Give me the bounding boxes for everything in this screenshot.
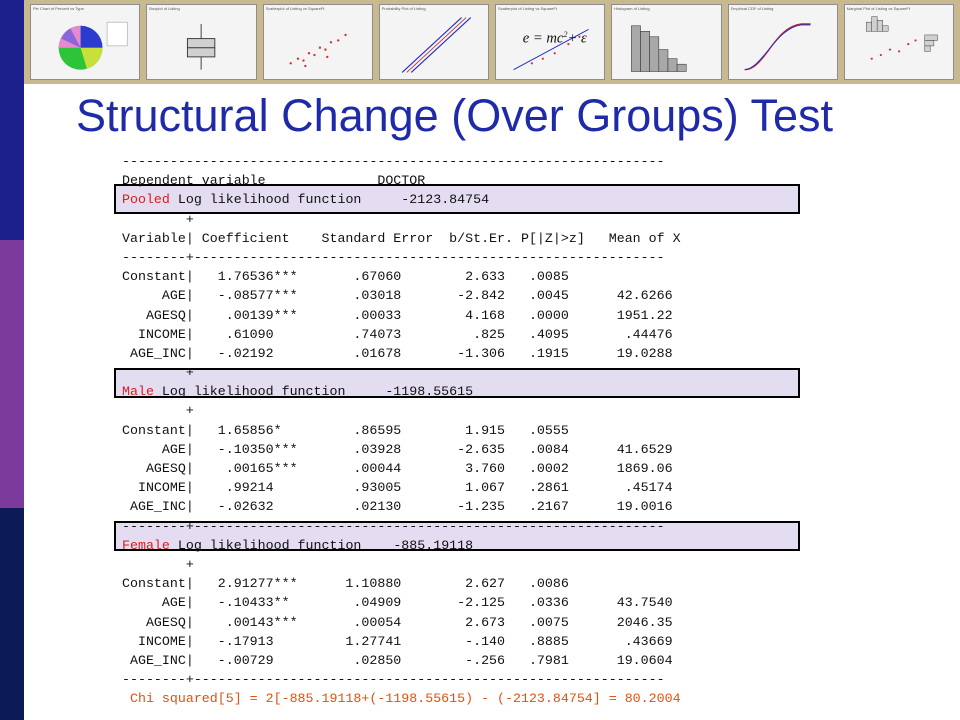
table-row: AGESQ| .00143*** .00054 2.673 .0075 2046.35 <box>122 614 673 630</box>
table-row: AGESQ| .00139*** .00033 4.168 .0000 1951.22 <box>122 307 673 323</box>
thumbnail-probability-plot: Probability Plot of Listing <box>379 4 489 80</box>
female-loglik-line: Female Log likelihood function -885.19118 <box>122 537 474 553</box>
thumbnail-boxplot: Boxplot of Listing <box>146 4 256 80</box>
scatter-plot-icon <box>264 13 372 77</box>
table-row: Constant| 1.76536*** .67060 2.633 .0085 <box>122 269 569 285</box>
table-row: AGESQ| .00165*** .00044 3.760 .0002 1869.06 <box>122 461 673 476</box>
thumbnail-pie-chart: Pie Chart of Percent vs Type <box>30 4 140 80</box>
equation-plot-icon <box>496 13 604 77</box>
thumbnail-scatterplot: Scatterplot of Listing vs SquareFt <box>263 4 373 80</box>
thumbnail-equation-plot: Scatterplot of Listing vs SquareFt $e = mc^2+ \varepsilon$ <box>495 4 605 80</box>
plus-line: + <box>122 365 194 381</box>
histogram-icon <box>612 13 720 77</box>
table-row: INCOME| .61090 .74073 .825 .4095 .44476 <box>122 326 673 342</box>
pie-chart-icon <box>31 13 139 77</box>
pooled-label: Pooled <box>122 192 170 208</box>
table-row: AGE| -.10433** .04909 -2.125 .0336 43.7540 <box>122 595 673 611</box>
separator-line: --------+----------------------------------------------------------- <box>122 672 665 688</box>
cdf-plot-icon <box>729 13 837 77</box>
left-accent-bar-middle <box>0 240 24 508</box>
chi-squared-line: Chi squared[5] = 2[-885.19118+(-1198.55615) - (-2123.84754] = 80.2004 <box>122 691 681 707</box>
plus-line: + <box>122 211 194 227</box>
left-accent-bar-top <box>0 0 24 240</box>
boxplot-icon <box>147 13 255 77</box>
marginal-plot-icon <box>845 13 953 77</box>
table-row: INCOME| .99214 .93005 1.067 .2861 .45174 <box>122 480 673 496</box>
table-row: AGE_INC| -.00729 .02850 -.256 .7981 19.0604 <box>122 652 673 668</box>
plus-line: + <box>122 403 194 419</box>
table-row: INCOME| -.17913 1.27741 -.140 .8885 .43669 <box>122 633 673 649</box>
table-row: AGE_INC| -.02192 .01678 -1.306 .1915 19.0288 <box>122 345 673 361</box>
table-row: AGE| -.10350*** .03928 -2.635 .0084 41.6529 <box>122 441 673 457</box>
left-accent-bar-bottom <box>0 508 24 720</box>
table-row: AGE_INC| -.02632 .02130 -1.235 .2167 19.0016 <box>122 499 673 515</box>
thumbnail-strip <box>24 0 960 84</box>
separator-line: -------------------------------------------------------------------- <box>122 154 665 169</box>
column-header-line: Variable| Coefficient Standard Error b/St.Er. P[|Z|>z] Mean of X <box>122 230 681 246</box>
male-loglik-line: Male Log likelihood function -1198.55615 <box>122 384 474 400</box>
table-row: Constant| 1.65856* .86595 1.915 .0555 <box>122 422 569 438</box>
thumbnail-histogram: Histogram of Listing <box>611 4 721 80</box>
probability-plot-icon <box>380 13 488 77</box>
thumbnail-marginal-plot: Marginal Plot of Listing vs SquareFt <box>844 4 954 80</box>
slide-title: Structural Change (Over Groups) Test <box>76 90 833 141</box>
thumbnail-cdf-plot: Empirical CDF of Listing <box>728 4 838 80</box>
separator-line: --------+----------------------------------------------------------- <box>122 249 665 265</box>
dependent-variable-line: Dependent variable DOCTOR <box>122 173 426 189</box>
regression-output <box>122 152 812 708</box>
svg-text:e = mc2+ ε: $e = mc^2+ \varepsilon$ <box>522 29 587 47</box>
table-row: Constant| 2.91277*** 1.10880 2.627 .0086 <box>122 576 569 592</box>
female-label: Female <box>122 537 170 553</box>
plus-line: + <box>122 556 194 572</box>
male-label: Male <box>122 384 154 400</box>
pooled-loglik-line: Pooled Log likelihood function -2123.84754 <box>122 192 490 208</box>
table-row: AGE| -.08577*** .03018 -2.842 .0045 42.6266 <box>122 288 673 304</box>
separator-line: --------+----------------------------------------------------------- <box>122 518 665 534</box>
